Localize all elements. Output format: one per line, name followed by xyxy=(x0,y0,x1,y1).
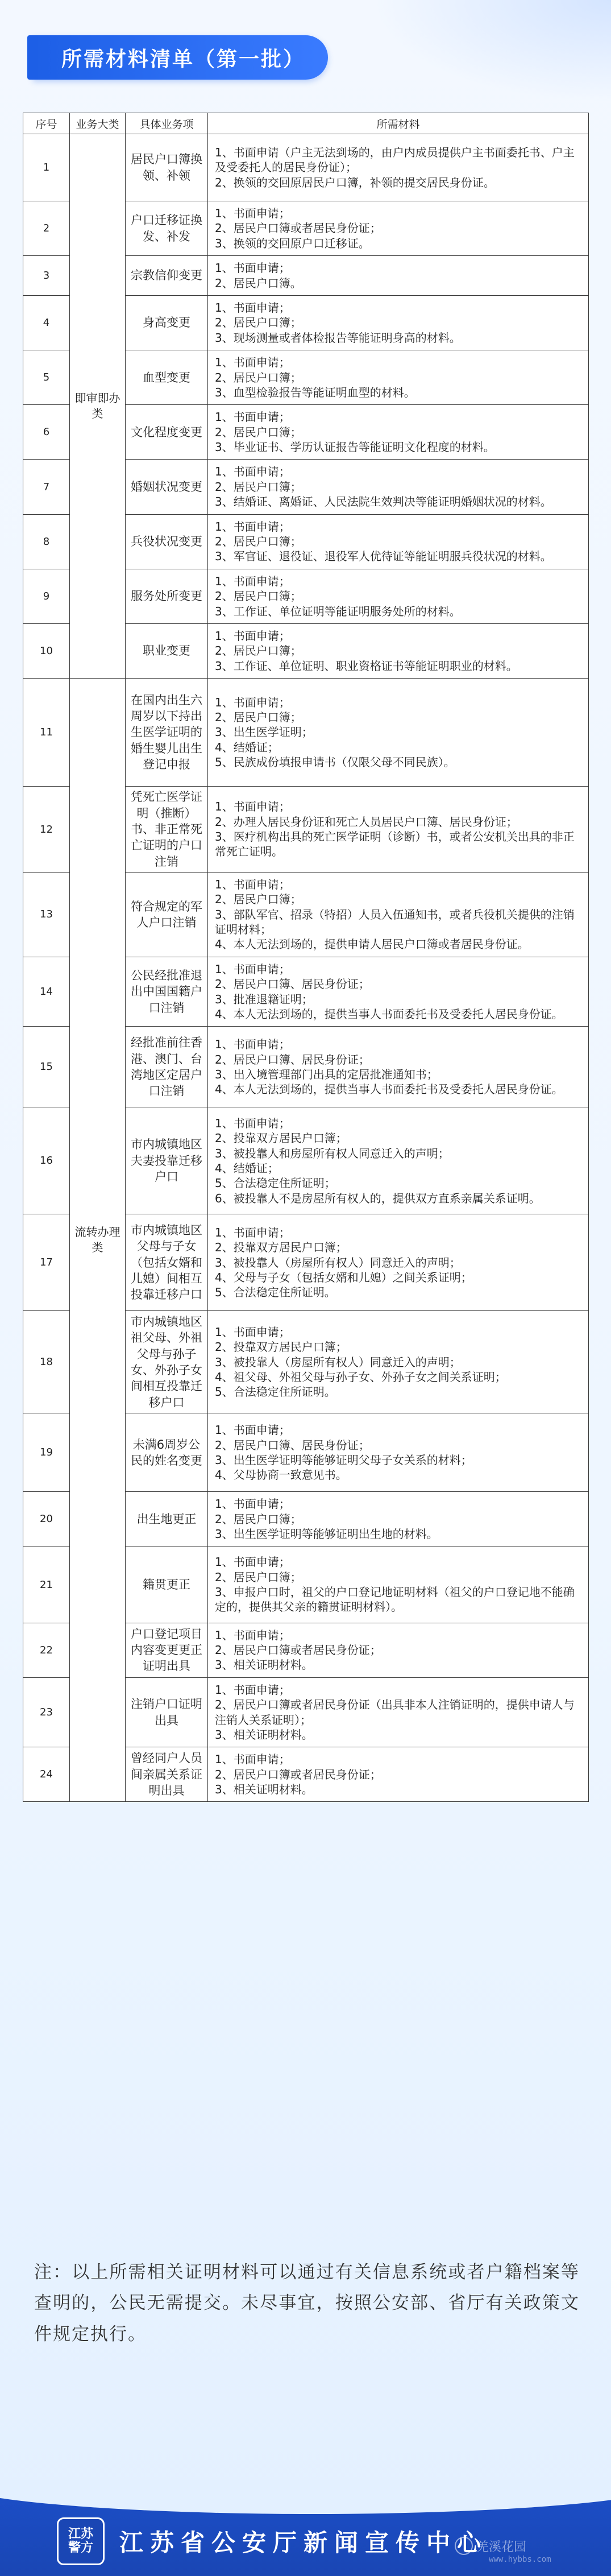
watermark-logo-icon xyxy=(455,2537,473,2555)
material-line: 2、居民户口簿； xyxy=(215,1512,302,1526)
row-materials xyxy=(208,514,589,569)
row-business-item: 曾经同户人员间亲属关系证明出具 xyxy=(126,1747,208,1802)
row-materials xyxy=(208,201,589,256)
row-number: 20 xyxy=(23,1492,70,1547)
material-line: 2、居民户口簿、居民身份证； xyxy=(215,1438,370,1452)
material-line: 3、出入境管理部门出具的定居批准通知书； xyxy=(215,1067,438,1081)
material-line: 1、书面申请； xyxy=(215,300,290,315)
title-banner xyxy=(33,35,328,80)
footer-wave-decoration xyxy=(0,2480,611,2514)
material-line: 3、血型检验报告等能证明血型的材料。 xyxy=(215,385,415,399)
material-line: 2、居民户口簿或者居民身份证； xyxy=(215,221,381,235)
material-line: 3、医疗机构出具的死亡医学证明（诊断）书，或者公安机关出具的非正常死亡证明。 xyxy=(215,830,575,859)
material-line: 3、被投靠人（房屋所有权人）同意迁入的声明； xyxy=(215,1355,461,1369)
material-line: 4、结婚证； xyxy=(215,740,279,754)
material-line: 2、居民户口簿； xyxy=(215,710,302,725)
material-line: 5、合法稳定住所证明； xyxy=(215,1176,336,1190)
materials-table-container xyxy=(23,113,588,1802)
material-line: 2、居民户口簿； xyxy=(215,1570,302,1584)
material-line: 2、居民户口簿。 xyxy=(215,276,302,290)
material-line: 1、书面申请； xyxy=(215,574,290,588)
material-line: 2、居民户口簿或者居民身份证； xyxy=(215,1643,381,1657)
logo-text-line1: 江苏 xyxy=(68,2527,93,2541)
row-number: 12 xyxy=(23,787,70,873)
material-line: 3、出生医学证明等能够证明父母子女关系的材料； xyxy=(215,1453,472,1467)
material-line: 1、书面申请； xyxy=(215,962,290,976)
material-line: 2、投靠双方居民户口簿； xyxy=(215,1340,347,1354)
material-line: 5、合法稳定住所证明。 xyxy=(215,1285,336,1300)
materials-table xyxy=(23,113,589,1802)
material-line: 1、书面申请； xyxy=(215,261,290,275)
row-materials xyxy=(208,1027,589,1107)
row-materials xyxy=(208,1311,589,1413)
material-line: 5、民族成份填报申请书（仅限父母不同民族）。 xyxy=(215,755,455,770)
material-line: 3、部队军官、招录（特招）人员入伍通知书，或者兵役机关提供的注销证明材料； xyxy=(215,907,575,937)
row-business-item: 公民经批准退出中国国籍户口注销 xyxy=(126,957,208,1027)
row-materials xyxy=(208,872,589,957)
row-number: 15 xyxy=(23,1027,70,1107)
material-line: 3、申报户口时，祖父的户口登记地证明材料（祖父的户口登记地不能确定的，提供其父亲的籍贯证明材料）。 xyxy=(215,1585,575,1614)
row-number: 11 xyxy=(23,679,70,787)
material-line: 3、被投靠人（房屋所有权人）同意迁入的声明； xyxy=(215,1255,461,1270)
material-line: 2、换领的交回原居民户口簿，补领的提交居民身份证。 xyxy=(215,175,495,189)
material-line: 1、书面申请； xyxy=(215,1423,290,1437)
row-materials xyxy=(208,1214,589,1311)
material-line: 3、工作证、单位证明、职业资格证书等能证明职业的材料。 xyxy=(215,659,518,673)
material-line: 1、书面申请； xyxy=(215,695,290,709)
row-business-item: 服务处所变更 xyxy=(126,569,208,623)
row-business-item: 户口迁移证换发、补发 xyxy=(126,201,208,256)
row-number: 17 xyxy=(23,1214,70,1311)
row-number: 3 xyxy=(23,256,70,296)
material-line: 3、出生医学证明； xyxy=(215,725,313,739)
material-line: 1、书面申请； xyxy=(215,800,290,814)
material-line: 2、居民户口簿； xyxy=(215,370,302,384)
row-business-item: 婚姻状况变更 xyxy=(126,460,208,514)
material-line: 1、书面申请； xyxy=(215,1497,290,1511)
material-line: 3、毕业证书、学历认证报告等能证明文化程度的材料。 xyxy=(215,440,495,454)
material-line: 2、居民户口簿、居民身份证； xyxy=(215,1052,370,1066)
material-line: 4、结婚证； xyxy=(215,1161,279,1175)
material-line: 1、书面申请； xyxy=(215,1325,290,1339)
material-line: 3、结婚证、离婚证、人民法院生效判决等能证明婚姻状况的材料。 xyxy=(215,495,552,509)
material-line: 1、书面申请； xyxy=(215,355,290,370)
row-materials xyxy=(208,1677,589,1747)
material-line: 2、居民户口簿； xyxy=(215,892,302,907)
table-row xyxy=(23,679,589,787)
material-line: 4、本人无法到场的，提供当事人书面委托书及受委托人居民身份证。 xyxy=(215,1007,563,1021)
row-materials xyxy=(208,1492,589,1547)
material-line: 4、本人无法到场的，提供当事人书面委托书及受委托人居民身份证。 xyxy=(215,1082,563,1097)
material-line: 1、书面申请（户主无法到场的，由户内成员提供户主书面委托书、户主及受委托人的居民身份证）； xyxy=(215,145,575,175)
row-business-item: 市内城镇地区父母与子女（包括女婿和儿媳）间相互投靠迁移户口 xyxy=(126,1214,208,1311)
material-line: 3、相关证明材料。 xyxy=(215,1658,313,1672)
material-line: 2、居民户口簿； xyxy=(215,316,302,330)
row-number: 2 xyxy=(23,201,70,256)
material-line: 4、本人无法到场的，提供申请人居民户口簿或者居民身份证。 xyxy=(215,937,529,952)
material-line: 4、父母协商一致意见书。 xyxy=(215,1468,347,1482)
watermark-text: 羌溪花园 xyxy=(476,2540,527,2554)
material-line: 3、现场测量或者体检报告等能证明身高的材料。 xyxy=(215,330,461,345)
material-line: 1、书面申请； xyxy=(215,629,290,643)
row-business-item: 文化程度变更 xyxy=(126,405,208,460)
header-no: 序号 xyxy=(23,113,70,134)
material-line: 1、书面申请； xyxy=(215,206,290,220)
table-header-row xyxy=(23,113,589,134)
row-business-item: 出生地更正 xyxy=(126,1492,208,1547)
material-line: 1、书面申请； xyxy=(215,1628,290,1642)
row-materials xyxy=(208,256,589,296)
material-line: 1、书面申请； xyxy=(215,1037,290,1052)
row-number: 1 xyxy=(23,134,70,201)
decorative-glow xyxy=(372,0,611,102)
row-business-item: 注销户口证明出具 xyxy=(126,1677,208,1747)
row-business-item: 血型变更 xyxy=(126,350,208,405)
row-number: 23 xyxy=(23,1677,70,1747)
material-line: 4、祖父母、外祖父母与孙子女、外孙子女之间关系证明； xyxy=(215,1370,506,1384)
material-line: 4、父母与子女（包括女婿和儿媳）之间关系证明； xyxy=(215,1271,472,1285)
row-materials xyxy=(208,350,589,405)
row-number: 4 xyxy=(23,295,70,350)
material-line: 1、书面申请； xyxy=(215,410,290,424)
row-materials xyxy=(208,679,589,787)
material-line: 2、居民户口簿； xyxy=(215,425,302,439)
material-line: 2、居民户口簿、居民身份证； xyxy=(215,977,370,991)
material-line: 1、书面申请； xyxy=(215,519,290,534)
material-line: 1、书面申请； xyxy=(215,465,290,479)
material-line: 2、投靠双方居民户口簿； xyxy=(215,1131,347,1146)
row-business-item: 职业变更 xyxy=(126,623,208,678)
row-business-item: 未满6周岁公民的姓名变更 xyxy=(126,1413,208,1492)
row-business-item: 身高变更 xyxy=(126,295,208,350)
material-line: 3、换领的交回原户口迁移证。 xyxy=(215,236,370,250)
row-materials xyxy=(208,569,589,623)
row-number: 18 xyxy=(23,1311,70,1413)
row-materials xyxy=(208,957,589,1027)
footer-title: 江苏省公安厅新闻宣传中心 xyxy=(119,2529,488,2557)
material-line: 2、居民户口簿； xyxy=(215,535,302,549)
material-line: 3、军官证、退役证、退役军人优待证等能证明服兵役状况的材料。 xyxy=(215,549,552,564)
material-line: 2、居民户口簿； xyxy=(215,589,302,603)
row-business-item: 居民户口簿换领、补领 xyxy=(126,134,208,201)
row-materials xyxy=(208,134,589,201)
header-materials: 所需材料 xyxy=(208,113,589,134)
material-line: 2、办理人居民身份证和死亡人员居民户口簿、居民身份证； xyxy=(215,814,518,829)
row-materials xyxy=(208,1747,589,1802)
row-business-item: 兵役状况变更 xyxy=(126,514,208,569)
row-materials xyxy=(208,295,589,350)
row-number: 13 xyxy=(23,872,70,957)
row-number: 9 xyxy=(23,569,70,623)
material-line: 1、书面申请； xyxy=(215,1752,290,1767)
material-line: 3、出生医学证明等能够证明出生地的材料。 xyxy=(215,1527,438,1541)
row-materials xyxy=(208,460,589,514)
row-category: 流转办理类 xyxy=(70,679,126,1802)
material-line: 3、工作证、单位证明等能证明服务处所的材料。 xyxy=(215,604,461,618)
row-number: 16 xyxy=(23,1107,70,1214)
row-materials xyxy=(208,405,589,460)
header-item: 具体业务项 xyxy=(126,113,208,134)
material-line: 3、相关证明材料。 xyxy=(215,1727,313,1742)
material-line: 2、居民户口簿； xyxy=(215,479,302,494)
row-business-item: 籍贯更正 xyxy=(126,1547,208,1623)
row-business-item: 符合规定的军人户口注销 xyxy=(126,872,208,957)
row-materials xyxy=(208,787,589,873)
material-line: 1、书面申请； xyxy=(215,1116,290,1130)
material-line: 6、被投靠人不是房屋所有权人的，提供双方直系亲属关系证明。 xyxy=(215,1191,541,1205)
table-body xyxy=(23,134,589,1802)
footnote: 注：以上所需相关证明材料可以通过有关信息系统或者户籍档案等查明的，公民无需提交。未尽事宜，按照公安部、省厅有关政策文件规定执行。 xyxy=(34,2262,580,2345)
logo-text-line2: 警方 xyxy=(68,2541,93,2555)
header-category: 业务大类 xyxy=(70,113,126,134)
material-line: 5、合法稳定住所证明。 xyxy=(215,1385,336,1399)
material-line: 1、书面申请； xyxy=(215,1225,290,1239)
watermark-url: www.hybbs.com xyxy=(489,2555,551,2564)
row-number: 24 xyxy=(23,1747,70,1802)
row-materials xyxy=(208,1623,589,1677)
material-line: 3、被投靠人和房屋所有权人同意迁入的声明； xyxy=(215,1146,450,1160)
row-materials xyxy=(208,1413,589,1492)
row-number: 22 xyxy=(23,1623,70,1677)
row-number: 19 xyxy=(23,1413,70,1492)
row-number: 8 xyxy=(23,514,70,569)
material-line: 2、居民户口簿； xyxy=(215,644,302,658)
row-materials xyxy=(208,1547,589,1623)
row-number: 7 xyxy=(23,460,70,514)
jiangsu-police-logo-icon xyxy=(57,2517,105,2565)
row-number: 10 xyxy=(23,623,70,678)
row-materials xyxy=(208,623,589,678)
row-business-item: 在国内出生六周岁以下持出生医学证明的婚生婴儿出生登记申报 xyxy=(126,679,208,787)
material-line: 1、书面申请； xyxy=(215,1682,290,1697)
material-line: 2、居民户口簿或者居民身份证； xyxy=(215,1767,381,1781)
material-line: 2、投靠双方居民户口簿； xyxy=(215,1241,347,1255)
row-category: 即审即办类 xyxy=(70,134,126,679)
row-materials xyxy=(208,1107,589,1214)
page-title: 所需材料清单（第一批） xyxy=(61,47,306,71)
row-business-item: 宗教信仰变更 xyxy=(126,256,208,296)
row-number: 21 xyxy=(23,1547,70,1623)
table-row xyxy=(23,134,589,201)
row-business-item: 户口登记项目内容变更更正证明出具 xyxy=(126,1623,208,1677)
row-business-item: 经批准前往香港、澳门、台湾地区定居户口注销 xyxy=(126,1027,208,1107)
material-line: 1、书面申请； xyxy=(215,877,290,891)
watermark xyxy=(455,2537,526,2555)
row-number: 6 xyxy=(23,405,70,460)
material-line: 3、批准退籍证明； xyxy=(215,992,313,1006)
material-line: 1、书面申请； xyxy=(215,1555,290,1569)
row-business-item: 市内城镇地区祖父母、外祖父母与孙子女、外孙子女间相互投靠迁移户口 xyxy=(126,1311,208,1413)
material-line: 3、相关证明材料。 xyxy=(215,1783,313,1797)
row-number: 14 xyxy=(23,957,70,1027)
row-business-item: 凭死亡医学证明（推断）书、非正常死亡证明的户口注销 xyxy=(126,787,208,873)
row-business-item: 市内城镇地区夫妻投靠迁移户口 xyxy=(126,1107,208,1214)
row-number: 5 xyxy=(23,350,70,405)
material-line: 2、居民户口簿或者居民身份证（出具非本人注销证明的，提供申请人与注销人关系证明）； xyxy=(215,1698,575,1727)
